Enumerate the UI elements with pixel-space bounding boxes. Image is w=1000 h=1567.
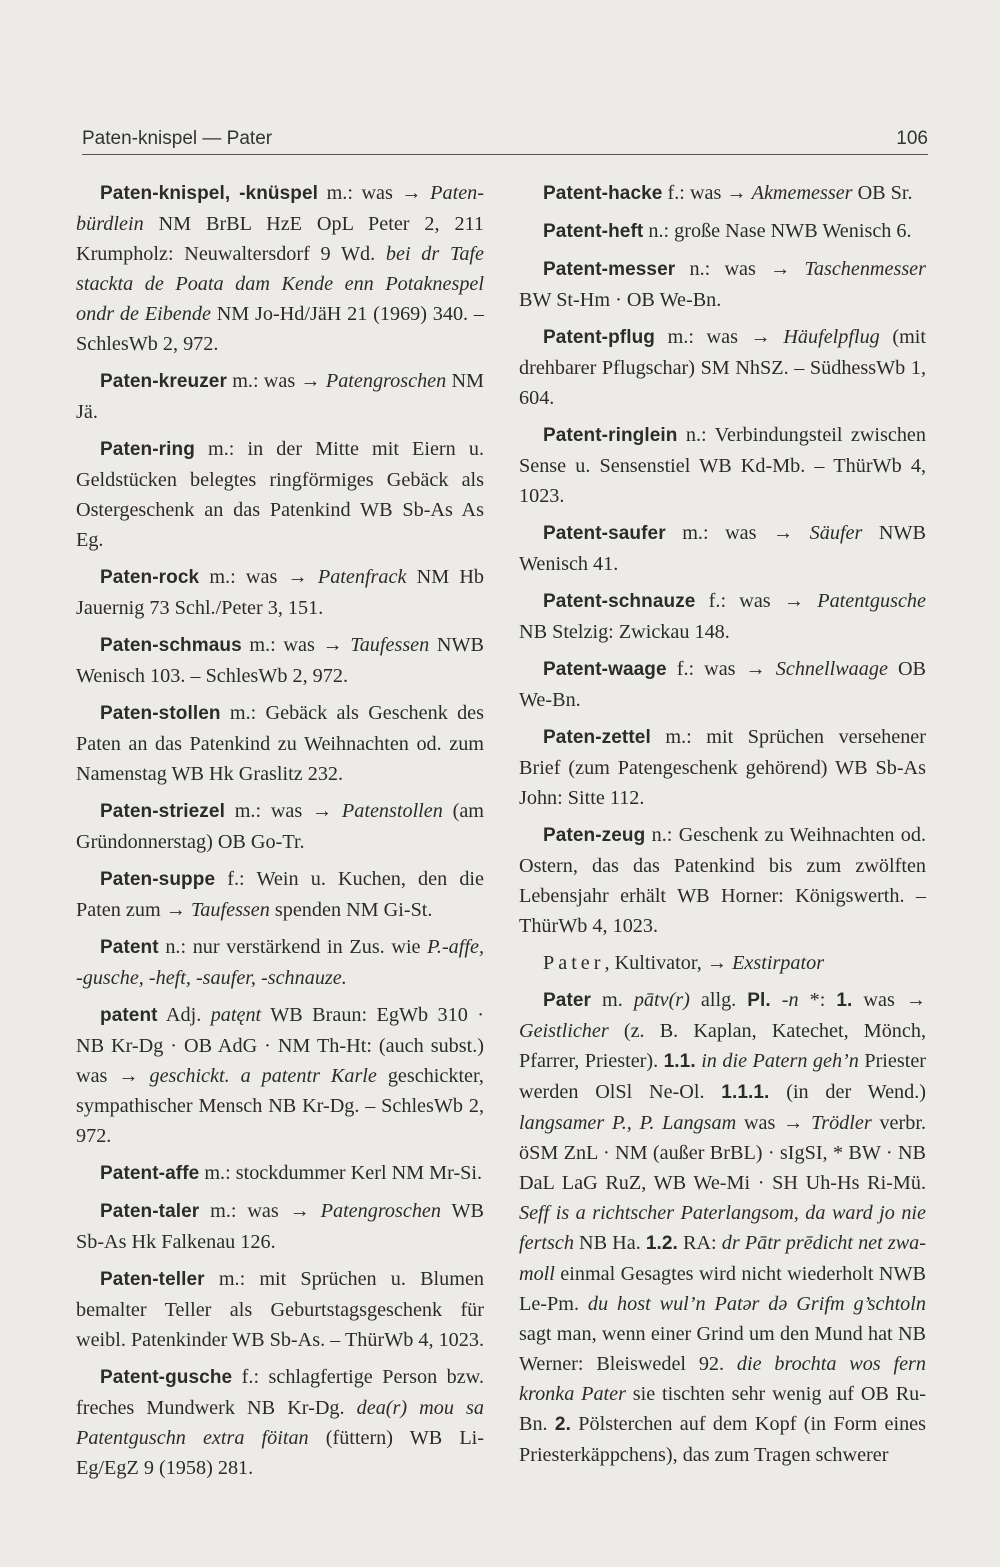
entry-text: n.: Verbindungsteil zwischen Sense u. Sensenstiel WB Kd-Mb. – ThürWb 4, 1023. (519, 424, 926, 507)
entry-text: , Kultivator, → (604, 952, 733, 974)
entry-text: einmal Gesagtes wird nicht wiederholt NWB Le-Pm. (519, 1263, 926, 1315)
entry-headword: Patent-ringlein (543, 425, 678, 446)
entry-headword: Patent-pflug (543, 327, 656, 348)
entry-headword: Patent-waage (543, 659, 667, 680)
italic-text: Patengroschen (320, 1200, 441, 1222)
entry-headword: Paten-kreuzer (100, 371, 227, 392)
dictionary-entry (519, 654, 926, 715)
dictionary-entry (519, 722, 926, 813)
entry-headword: Paten-knispel, -knüspel (100, 183, 319, 204)
italic-text: Taufessen (350, 634, 430, 656)
entry-headword: Patent-saufer (543, 523, 666, 544)
dictionary-entry (76, 698, 484, 789)
italic-text: langsamer P., P. Langsam (519, 1112, 737, 1134)
entry-text: m.: was → (224, 800, 342, 822)
italic-text: pātv(r) (633, 989, 690, 1011)
italic-text: P.-affe, -gusche, -heft, -saufer, -schnauze. (76, 936, 484, 989)
italic-text: Taschenmesser (804, 258, 926, 280)
entry-text: m.: was → (655, 326, 784, 348)
entry-text: m.: mit Sprüchen u. Blumen bemalter Teller als Geburtstagsgeschenk für weibl. Patenkinder WB Sb-As. – ThürWb 4, 1023. (76, 1268, 485, 1351)
running-title: Paten-knispel — Pater (82, 128, 273, 149)
entry-text: m.: Gebäck als Geschenk des Paten an das Patenkind zu Weihnachten od. zum Namenstag WB Hk Graslitz 232. (76, 702, 484, 785)
entry-text: m.: was → (199, 1200, 321, 1222)
dictionary-entry (76, 1362, 484, 1483)
running-header (82, 124, 928, 155)
entry-headword: Pater (543, 990, 592, 1011)
entry-text: Priester werden OlSl Ne-Ol. (519, 1050, 927, 1103)
dictionary-entry (519, 254, 926, 315)
right-column (519, 178, 926, 1477)
dictionary-entry (519, 518, 926, 579)
entry-text: m.: stockdummer Kerl NM Mr-Si. (199, 1162, 483, 1184)
entry-text: f.: was → (666, 658, 776, 680)
italic-text: bei dr Tafe stackta de Poata dam Kende enn Potaknespel ondr de Eibende (76, 243, 484, 325)
italic-text: dea(r) mou sa Patentguschn extra föitan (76, 1397, 484, 1449)
entry-headword: patent (100, 1005, 158, 1026)
entry-text: OB We-Bn. (519, 658, 926, 711)
left-column (76, 178, 484, 1490)
italic-text: die brochta wos fern kronka Pater (519, 1353, 926, 1405)
italic-text: patęnt (210, 1004, 262, 1026)
entry-headword: Patent-messer (543, 259, 676, 280)
italic-text: Patentgusche (817, 590, 926, 612)
entry-text: f.: was → (695, 590, 818, 612)
entry-text: BW St-Hm · OB We-Bn. (519, 289, 722, 311)
dictionary-entry (519, 948, 926, 978)
dictionary-entry (519, 322, 926, 413)
dictionary-entry (519, 586, 926, 647)
entry-text: NB Ha. (573, 1232, 646, 1254)
entry-headword: Patent-hacke (543, 183, 663, 204)
entry-headword: Paten-zettel (543, 727, 651, 748)
dictionary-entry (76, 630, 484, 691)
dictionary-entry (519, 820, 926, 941)
entry-headword: Paten-schmaus (100, 635, 242, 656)
italic-text: geschickt. a patentr Karle (149, 1065, 377, 1087)
entry-text: NM Jä. (76, 370, 485, 423)
bold-marker: 1. (836, 990, 853, 1011)
entry-text: was → (736, 1112, 812, 1134)
entry-text: (z. B. Kaplan, Katechet, Mönch, Pfarrer, Priester). (519, 1020, 926, 1072)
entry-text: NM BrBL HzE OpL Peter 2, 211 Krumpholz: Neuwaltersdorf 9 Wd. (76, 213, 484, 265)
entry-text: m.: was → (665, 522, 810, 544)
page-number: 106 (896, 128, 928, 149)
dictionary-entry (519, 420, 926, 511)
entry-headword: Paten-teller (100, 1269, 205, 1290)
entry-text: n.: große Nase NWB Wenisch 6. (643, 220, 912, 242)
entry-headword: Patent-affe (100, 1163, 200, 1184)
italic-text: Taufessen (190, 899, 270, 921)
entry-text: m.: in der Mitte mit Eiern u. Geldstücken belegtes ringförmiges Gebäck als Ostergeschenk an das Patenkind WB Sb-As As Eg. (76, 438, 484, 551)
italic-text: Patenfrack (317, 566, 407, 588)
bold-marker: 1.1.1. (721, 1082, 770, 1103)
entry-text: NWB Wenisch 103. – SchlesWb 2, 972. (76, 634, 484, 687)
entry-text: (am Gründonnerstag) OB Go-Tr. (76, 800, 484, 853)
spaced-headword: Pater (543, 952, 605, 974)
entry-text: OB Sr. (852, 182, 913, 204)
entry-text: allg. (689, 989, 748, 1011)
entry-text: f.: was → (662, 182, 752, 204)
italic-text: Geistlicher (519, 1020, 609, 1042)
dictionary-entry (76, 562, 484, 623)
bold-marker: 1.1. (663, 1051, 696, 1072)
entry-text: f.: Wein u. Kuchen, den die Paten zum → (76, 868, 484, 921)
bold-marker: 1.2. (645, 1233, 678, 1254)
entry-text: *: (798, 989, 837, 1011)
entry-text: m.: was → (199, 566, 318, 588)
dictionary-entry (76, 796, 484, 857)
italic-text: Seff is a richtscher Paterlangsom, da ward jo nie fertsch (519, 1202, 926, 1254)
entry-headword: Paten-ring (100, 439, 195, 460)
italic-text: Patengroschen (325, 370, 447, 392)
italic-text: Säufer (809, 522, 863, 544)
entry-text: WB Sb-As Hk Falkenau 126. (76, 1200, 484, 1253)
italic-text: dr Pātr prēdicht net zwamoll (519, 1232, 926, 1285)
dictionary-entry (76, 1196, 484, 1257)
entry-text: spenden NM Gi-St. (269, 899, 433, 921)
entry-text: f.: schlagfertige Person bzw. freches Mundwerk NB Kr-Dg. (76, 1366, 484, 1419)
entry-text: (mit drehbarer Pflugschar) SM NhSZ. – SüdhessWb 1, 604. (519, 326, 926, 409)
entry-text: NWB Wenisch 41. (519, 522, 926, 575)
entry-text: (füttern) WB Li-Eg/EgZ 9 (1958) 281. (76, 1427, 484, 1479)
entry-headword: Patent-heft (543, 221, 644, 242)
entry-text: NM Jo-Hd/JäH 21 (1969) 340. – SchlesWb 2, 972. (76, 303, 484, 355)
italic-text: Patenstollen (341, 800, 443, 822)
entry-text: sagt man, wenn einer Grind um den Mund hat NB Werner: Bleiswedel 92. (519, 1323, 926, 1375)
entry-text: RA: (677, 1232, 722, 1254)
dictionary-entry (519, 216, 926, 247)
dictionary-entry (76, 1158, 484, 1189)
entry-text (771, 989, 782, 1011)
entry-headword: Patent (100, 937, 159, 958)
entry-headword: Paten-taler (100, 1201, 200, 1222)
italic-text: in die Patern geh’n (701, 1050, 859, 1072)
dictionary-entry (76, 932, 484, 993)
italic-text: Exstirpator (732, 952, 825, 974)
dictionary-entry (519, 985, 926, 1470)
entry-text: Pölsterchen auf dem Kopf (in Form eines Priesterkäppchens), das zum Tragen schwerer (519, 1413, 926, 1466)
entry-text: sie tischten sehr wenig auf OB Ru-Bn. (519, 1383, 926, 1435)
entry-headword: Patent-schnauze (543, 591, 696, 612)
dictionary-entry (76, 434, 484, 555)
entry-text: m. (591, 989, 634, 1011)
bold-marker: 2. (554, 1414, 571, 1435)
entry-text: m.: was → (226, 370, 326, 392)
entry-text: (in der Wend.) (769, 1081, 926, 1103)
italic-text: Schnellwaage (775, 658, 888, 680)
entry-headword: Patent-gusche (100, 1367, 233, 1388)
dictionary-entry (519, 178, 926, 209)
entry-text: NM Hb Jauernig 73 Schl./Peter 3, 151. (76, 566, 484, 619)
italic-text: -n (781, 989, 799, 1011)
italic-text: Akmemesser (751, 182, 853, 204)
dictionary-entry (76, 864, 484, 925)
italic-text: du host wul’n Patər də Grifm g’schtoln (587, 1293, 926, 1315)
entry-headword: Paten-rock (100, 567, 200, 588)
italic-text: Häufelpflug (783, 326, 880, 348)
entry-text: n.: was → (675, 258, 805, 280)
entry-text: n.: Geschenk zu Weihnachten od. Ostern, das das Patenkind bis zum zwölften Lebensjahr erhält WB Horner: Königswerth. – ThürWb 4, 1023. (519, 824, 926, 937)
entry-text: verbr. öSM ZnL · NM (außer BrBL) · sIgSI, * BW · NB DaL LaG RuZ, WB We-Mi · SH Uh-Hs Ri-Mü. (519, 1112, 926, 1194)
bold-marker: Pl. (747, 990, 771, 1011)
entry-text: n.: nur verstärkend in Zus. wie (158, 936, 428, 958)
entry-text: m.: mit Sprüchen versehener Brief (zum Patengeschenk gehörend) WB Sb-As John: Sitte 112. (519, 726, 926, 809)
entry-text: NB Stelzig: Zwickau 148. (519, 621, 730, 643)
entry-headword: Paten-striezel (100, 801, 225, 822)
dictionary-entry (76, 178, 484, 359)
entry-headword: Paten-suppe (100, 869, 216, 890)
dictionary-entry (76, 366, 484, 427)
entry-headword: Paten-zeug (543, 825, 646, 846)
dictionary-entry (76, 1000, 484, 1151)
entry-text: WB Braun: EgWb 310 · NB Kr-Dg · OB AdG · NM Th-Ht: (auch subst.) was → (76, 1004, 484, 1087)
entry-text: geschickter, sympathischer Mensch NB Kr-Dg. – SchlesWb 2, 972. (76, 1065, 484, 1147)
entry-text: m.: was → (241, 634, 351, 656)
dictionary-entry (76, 1264, 484, 1355)
italic-text: Trödler (811, 1112, 872, 1134)
italic-text: Patenbürdlein (76, 182, 484, 235)
entry-text: Adj. (157, 1004, 211, 1026)
entry-headword: Paten-stollen (100, 703, 221, 724)
entry-text: was → (852, 989, 927, 1011)
entry-text: m.: was → (318, 182, 431, 204)
